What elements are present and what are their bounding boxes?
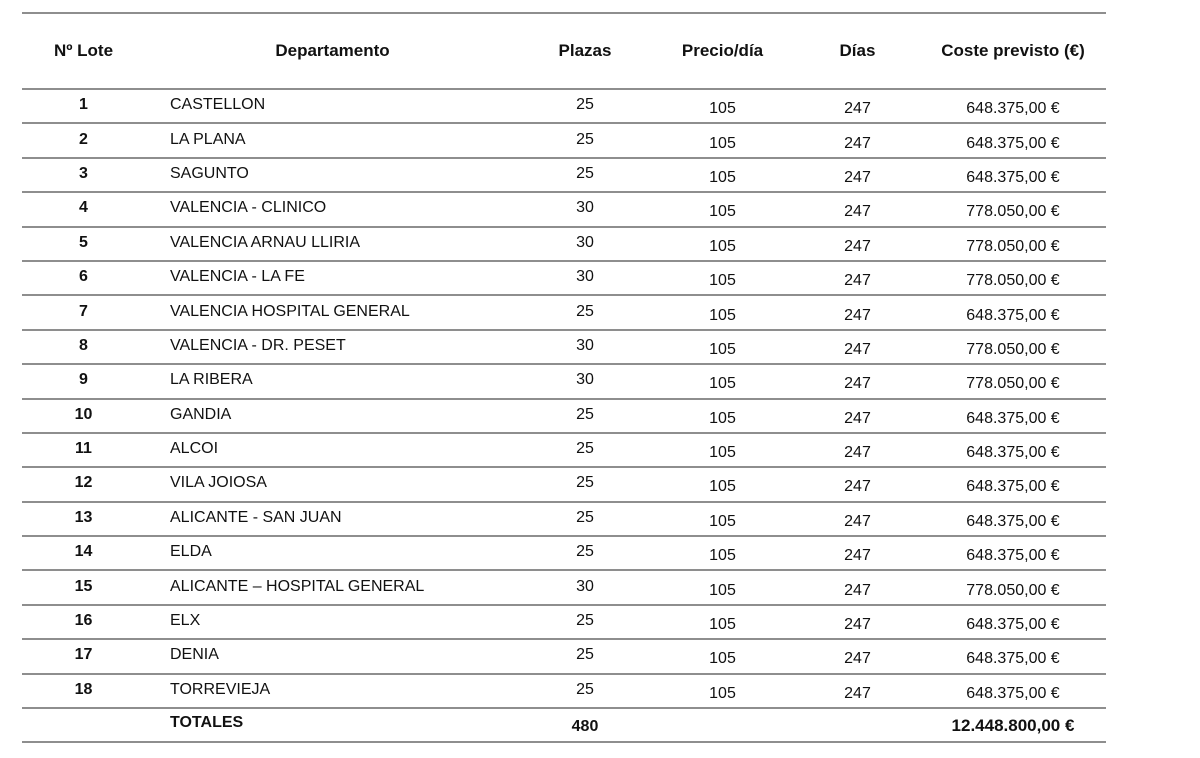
totals-empty-precio xyxy=(650,708,795,742)
cell-dias: 247 xyxy=(844,616,871,634)
cell-departamento: VILA JOIOSA xyxy=(170,474,267,492)
table-row xyxy=(22,89,1106,123)
table-row xyxy=(22,261,1106,295)
cell-precio: 105 xyxy=(709,375,736,393)
cell-departamento: SAGUNTO xyxy=(170,164,249,182)
cell-dias: 247 xyxy=(844,100,871,118)
cell-coste: 648.375,00 € xyxy=(966,478,1060,496)
cell-dias: 247 xyxy=(844,134,871,152)
cell-lote: 13 xyxy=(74,508,93,526)
cell-precio: 105 xyxy=(709,650,736,668)
cell-lote: 10 xyxy=(74,405,93,423)
cell-lote: 6 xyxy=(79,268,88,286)
cell-coste: 648.375,00 € xyxy=(966,512,1060,530)
header-row xyxy=(22,13,1106,89)
table-row xyxy=(22,467,1106,501)
cell-coste: 648.375,00 € xyxy=(966,444,1060,462)
cell-precio: 105 xyxy=(709,272,736,290)
cell-precio: 105 xyxy=(709,168,736,186)
cell-plazas: 25 xyxy=(576,405,594,423)
cell-plazas: 25 xyxy=(576,440,594,458)
cell-departamento: ALCOI xyxy=(170,440,219,458)
column-header-coste: Coste previsto (€) xyxy=(941,40,1085,60)
cell-dias: 247 xyxy=(844,684,871,702)
cell-precio: 105 xyxy=(709,237,736,255)
cell-precio: 105 xyxy=(709,616,736,634)
column-header-precio: Precio/día xyxy=(681,40,764,60)
table-row xyxy=(22,399,1106,433)
cell-lote: 3 xyxy=(79,164,88,182)
cell-coste: 648.375,00 € xyxy=(966,650,1060,668)
cell-coste: 648.375,00 € xyxy=(966,684,1060,702)
cell-dias: 247 xyxy=(844,581,871,599)
cell-departamento: GANDIA xyxy=(170,405,232,423)
cell-coste: 778.050,00 € xyxy=(966,340,1060,358)
totals-empty-lote xyxy=(22,707,145,741)
cell-precio: 105 xyxy=(709,581,736,599)
table-row xyxy=(22,605,1106,639)
cell-plazas: 30 xyxy=(576,268,594,286)
cell-plazas: 25 xyxy=(576,646,594,664)
table-row xyxy=(22,639,1106,673)
cell-plazas: 25 xyxy=(576,508,594,526)
cell-lote: 7 xyxy=(79,302,88,320)
cell-precio: 105 xyxy=(709,512,736,530)
cell-dias: 247 xyxy=(844,340,871,358)
cell-dias: 247 xyxy=(844,650,871,668)
cell-dias: 247 xyxy=(844,272,871,290)
column-header-dias: Días xyxy=(839,40,876,60)
totals-label: TOTALES xyxy=(170,714,244,732)
cell-coste: 648.375,00 € xyxy=(966,168,1060,186)
cell-lote: 1 xyxy=(79,96,88,114)
table-row xyxy=(22,158,1106,192)
table-row xyxy=(22,330,1106,364)
cell-precio: 105 xyxy=(709,409,736,427)
cell-departamento: ELDA xyxy=(170,543,212,561)
cell-lote: 4 xyxy=(79,199,88,217)
cell-coste: 648.375,00 € xyxy=(966,409,1060,427)
cell-precio: 105 xyxy=(709,547,736,565)
cell-departamento: VALENCIA - LA FE xyxy=(170,268,305,286)
table-row xyxy=(22,192,1106,226)
cell-lote: 8 xyxy=(79,336,88,354)
cell-precio: 105 xyxy=(709,478,736,496)
cell-plazas: 30 xyxy=(576,336,594,354)
cell-precio: 105 xyxy=(709,100,736,118)
table-row xyxy=(22,227,1106,261)
cell-coste: 648.375,00 € xyxy=(966,547,1060,565)
cell-departamento: ALICANTE – HOSPITAL GENERAL xyxy=(170,577,425,595)
cell-plazas: 30 xyxy=(576,371,594,389)
cell-lote: 5 xyxy=(79,233,88,251)
cell-precio: 105 xyxy=(709,203,736,221)
cell-plazas: 30 xyxy=(576,233,594,251)
cell-lote: 15 xyxy=(74,577,93,595)
cell-dias: 247 xyxy=(844,409,871,427)
cell-precio: 105 xyxy=(709,134,736,152)
cell-plazas: 25 xyxy=(576,130,594,148)
cell-dias: 247 xyxy=(844,375,871,393)
cell-dias: 247 xyxy=(844,237,871,255)
cell-departamento: DENIA xyxy=(170,646,219,664)
totals-plazas: 480 xyxy=(571,718,599,736)
column-header-lote: Nº Lote xyxy=(53,40,114,60)
cell-dias: 247 xyxy=(844,306,871,324)
cell-plazas: 30 xyxy=(576,199,594,217)
cell-plazas: 25 xyxy=(576,543,594,561)
cell-departamento: CASTELLON xyxy=(170,96,266,114)
table-row xyxy=(22,674,1106,708)
cell-departamento: VALENCIA - DR. PESET xyxy=(170,336,346,354)
cell-lote: 11 xyxy=(75,440,92,458)
table-row xyxy=(22,295,1106,329)
cell-lote: 14 xyxy=(74,543,93,561)
totals-coste: 12.448.800,00 € xyxy=(951,716,1075,736)
cell-dias: 247 xyxy=(844,478,871,496)
cell-coste: 648.375,00 € xyxy=(966,616,1060,634)
cell-coste: 778.050,00 € xyxy=(966,203,1060,221)
cell-plazas: 30 xyxy=(576,577,594,595)
cell-plazas: 25 xyxy=(576,612,594,630)
table-row xyxy=(22,433,1106,467)
cell-dias: 247 xyxy=(844,512,871,530)
cell-lote: 2 xyxy=(79,130,88,148)
cell-dias: 247 xyxy=(844,168,871,186)
cell-plazas: 25 xyxy=(576,96,594,114)
cell-departamento: TORREVIEJA xyxy=(170,680,271,698)
table-row xyxy=(22,570,1106,604)
cell-coste: 778.050,00 € xyxy=(966,272,1060,290)
cell-dias: 247 xyxy=(844,203,871,221)
cell-departamento: LA RIBERA xyxy=(170,371,253,389)
cell-dias: 247 xyxy=(844,547,871,565)
cell-coste: 648.375,00 € xyxy=(966,306,1060,324)
cell-precio: 105 xyxy=(709,444,736,462)
cell-departamento: ALICANTE - SAN JUAN xyxy=(170,508,342,526)
cell-plazas: 25 xyxy=(576,474,594,492)
cell-departamento: ELX xyxy=(170,612,201,630)
column-header-plazas: Plazas xyxy=(558,40,612,60)
cell-lote: 17 xyxy=(74,646,93,664)
table-row xyxy=(22,364,1106,398)
cell-precio: 105 xyxy=(709,306,736,324)
cell-plazas: 25 xyxy=(576,164,594,182)
cell-lote: 12 xyxy=(74,474,93,492)
cell-coste: 778.050,00 € xyxy=(966,237,1060,255)
cell-coste: 648.375,00 € xyxy=(966,134,1060,152)
cell-dias: 247 xyxy=(844,444,871,462)
cell-coste: 648.375,00 € xyxy=(966,100,1060,118)
cell-precio: 105 xyxy=(709,684,736,702)
cell-departamento: LA PLANA xyxy=(170,130,246,148)
cell-lote: 9 xyxy=(79,371,88,389)
cell-departamento: VALENCIA ARNAU LLIRIA xyxy=(170,233,360,251)
cell-lote: 18 xyxy=(74,680,93,698)
totals-row xyxy=(22,708,1106,742)
totals-empty-dias xyxy=(795,708,920,742)
cell-coste: 778.050,00 € xyxy=(966,581,1060,599)
cell-lote: 16 xyxy=(74,612,93,630)
lots-table xyxy=(22,12,1106,743)
cell-coste: 778.050,00 € xyxy=(966,375,1060,393)
cell-plazas: 25 xyxy=(576,680,594,698)
cell-departamento: VALENCIA HOSPITAL GENERAL xyxy=(170,302,410,320)
cell-departamento: VALENCIA - CLINICO xyxy=(170,199,327,217)
column-header-departamento: Departamento xyxy=(275,40,390,60)
cell-plazas: 25 xyxy=(576,302,594,320)
table-row xyxy=(22,123,1106,157)
table-row xyxy=(22,502,1106,536)
table-row xyxy=(22,536,1106,570)
cell-precio: 105 xyxy=(709,340,736,358)
